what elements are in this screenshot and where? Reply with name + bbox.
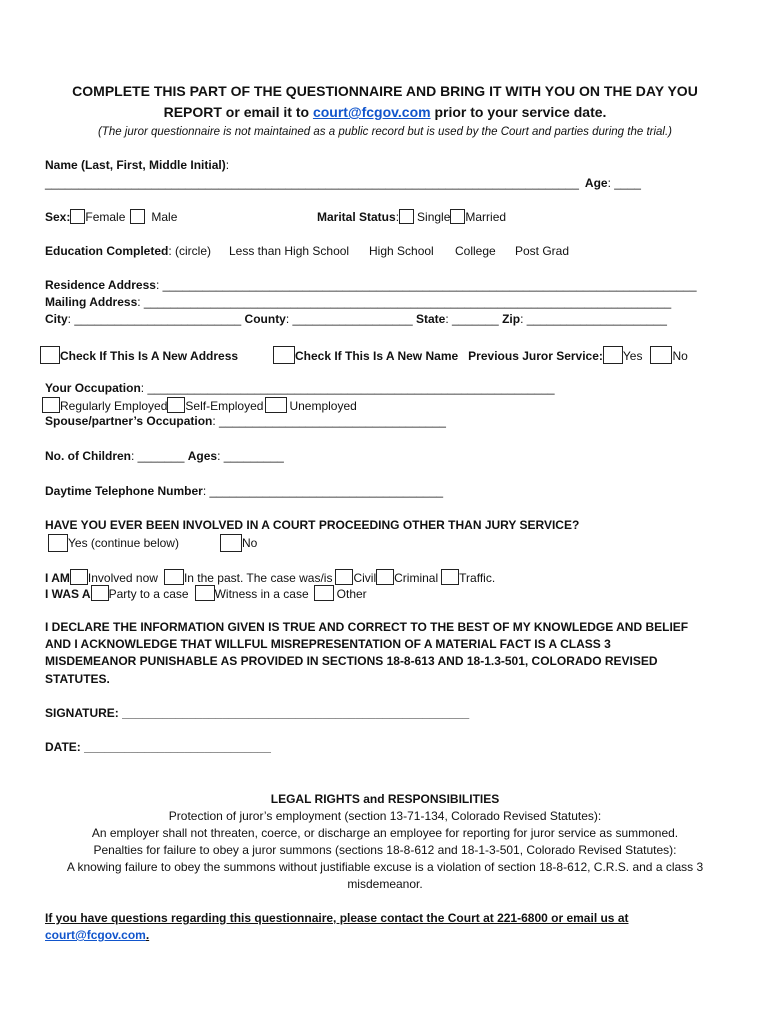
in-past-label: In the past. The case was/is <box>183 571 333 585</box>
i-was-a-label: I WAS A <box>45 587 91 601</box>
regularly-employed-checkbox[interactable] <box>42 397 60 413</box>
spouse-line[interactable]: : __________________________________ <box>212 414 446 428</box>
criminal-checkbox[interactable] <box>376 569 394 585</box>
female-label: Female <box>85 210 126 224</box>
ages-line[interactable]: : _________ <box>217 449 284 463</box>
previous-juror-no-checkbox[interactable] <box>650 346 672 364</box>
civil-checkbox[interactable] <box>335 569 353 585</box>
children-label: No. of Children <box>45 449 131 463</box>
footer-contact-text: If you have questions regarding this questionnaire, please contact the Court at 221-6800 or email us at <box>45 911 629 925</box>
self-employed-label: Self-Employed <box>185 399 264 413</box>
other-label: Other <box>336 587 367 601</box>
residence-line[interactable]: : ________________________________________________________________________________ <box>155 278 697 292</box>
traffic-label: Traffic. <box>459 571 496 585</box>
legal-title: LEGAL RIGHTS and RESPONSIBILITIES <box>270 792 500 806</box>
self-employed-checkbox[interactable] <box>167 397 185 413</box>
occupation-label: Your Occupation <box>45 381 141 395</box>
male-checkbox[interactable] <box>130 209 145 224</box>
court-no-row <box>220 534 257 552</box>
traffic-checkbox[interactable] <box>441 569 459 585</box>
unemployed-checkbox[interactable] <box>265 397 287 413</box>
single-label: Single <box>417 210 451 224</box>
name-label-row <box>45 158 229 172</box>
form-heading-line2 <box>0 104 770 120</box>
age-label: Age <box>584 176 608 190</box>
married-checkbox[interactable] <box>450 209 465 224</box>
mailing-label: Mailing Address <box>45 295 138 309</box>
date-line[interactable]: DATE: ____________________________ <box>45 740 271 754</box>
footer-email-link[interactable]: court@fcgov.com <box>45 928 146 942</box>
phone-line[interactable]: : ___________________________________ <box>202 484 444 498</box>
new-address-row <box>40 346 238 364</box>
legal-line: Penalties for failure to obey a juror summons (sections 18-8-612 and 18-1-3-501, Colorado Revised Statutes): <box>93 843 677 857</box>
legal-line: Protection of juror’s employment (section 13-71-134, Colorado Revised Statutes): <box>168 809 602 823</box>
single-checkbox[interactable] <box>399 209 414 224</box>
children-row <box>45 449 284 463</box>
education-option[interactable]: Post Grad <box>515 244 570 258</box>
marital-label: Marital Status <box>317 210 396 224</box>
state-line[interactable]: : _______ <box>445 312 499 326</box>
previous-juror-yes-label: Yes <box>622 349 643 363</box>
in-past-checkbox[interactable] <box>164 569 184 585</box>
residence-row <box>45 278 697 292</box>
residence-label: Residence Address <box>45 278 156 292</box>
unemployed-label: Unemployed <box>289 399 357 413</box>
age-line[interactable]: : ____ <box>607 176 641 190</box>
zip-label: Zip <box>502 312 521 326</box>
spouse-label: Spouse/partner’s Occupation <box>45 414 213 428</box>
education-circle-note: : (circle) <box>168 244 212 258</box>
court-question: HAVE YOU EVER BEEN INVOLVED IN A COURT PROCEEDING OTHER THAN JURY SERVICE? <box>45 518 580 532</box>
name-label: Name (Last, First, Middle Initial) <box>45 158 226 172</box>
involved-now-label: Involved now <box>87 571 158 585</box>
city-line[interactable]: : _________________________ <box>67 312 242 326</box>
previous-juror-yes-checkbox[interactable] <box>603 346 623 364</box>
sex-row: Sex: Female Male <box>45 210 178 224</box>
i-am-label: I AM <box>45 571 70 585</box>
legal-line: An employer shall not threaten, coerce, or discharge an employee for reporting for juror service as summoned. <box>91 826 679 840</box>
children-line[interactable]: : _______ <box>131 449 185 463</box>
occupation-line[interactable]: : _____________________________________________________________ <box>140 381 555 395</box>
heading-text-post: prior to your service date. <box>430 104 607 120</box>
mailing-line[interactable]: : _______________________________________________________________________________ <box>137 295 672 309</box>
phone-row <box>45 484 443 498</box>
zip-line[interactable]: : _____________________ <box>520 312 667 326</box>
witness-label: Witness in a case <box>214 587 309 601</box>
i-am-row <box>45 569 495 585</box>
employment-row <box>42 397 357 413</box>
education-option[interactable]: Less than High School <box>229 244 350 258</box>
ages-label: Ages <box>187 449 218 463</box>
new-address-label: Check If This Is A New Address <box>60 349 239 363</box>
declaration-line: AND I ACKNOWLEDGE THAT WILLFUL MISREPRESENTATION OF A MATERIAL FACT IS A CLASS 3 <box>45 637 611 651</box>
education-option[interactable]: College <box>455 244 496 258</box>
other-checkbox[interactable] <box>314 585 334 601</box>
court-yes-checkbox[interactable] <box>48 534 68 552</box>
phone-label: Daytime Telephone Number <box>45 484 203 498</box>
male-label: Male <box>151 210 178 224</box>
footer-period: . <box>145 928 150 942</box>
legal-line: A knowing failure to obey the summons without justifiable excuse is a violation of section 18-8-612, C.R.S. and a class 3 <box>66 860 704 874</box>
declaration-line: MISDEMEANOR PUNISHABLE AS PROVIDED IN SECTIONS 18-8-613 AND 18-1.3-501, COLORADO REVISED <box>45 654 658 668</box>
court-no-label: No <box>242 536 258 550</box>
header-email-link[interactable]: court@fcgov.com <box>312 104 431 120</box>
court-yes-no-row <box>48 534 179 552</box>
declaration-line: STATUTES. <box>45 672 110 686</box>
heading-text-pre: REPORT or email it to <box>163 104 313 120</box>
state-label: State <box>416 312 446 326</box>
signature-line[interactable]: SIGNATURE: ____________________________________________________ <box>45 706 470 720</box>
new-name-checkbox[interactable] <box>273 346 295 364</box>
new-name-row: Check If This Is A New Name Previous Juror Service: Yes No <box>273 346 688 364</box>
civil-label: Civil <box>353 571 377 585</box>
criminal-label: Criminal <box>394 571 439 585</box>
new-address-checkbox[interactable] <box>40 346 60 364</box>
declaration-line: I DECLARE THE INFORMATION GIVEN IS TRUE AND CORRECT TO THE BEST OF MY KNOWLEDGE AND BELIEF <box>45 620 689 634</box>
spouse-row <box>45 414 446 428</box>
i-was-a-row <box>45 585 367 601</box>
court-yes-label: Yes (continue below) <box>68 536 179 550</box>
new-name-label: Check If This Is A New Name <box>295 349 459 363</box>
city-label: City <box>45 312 68 326</box>
education-row <box>45 244 211 258</box>
name-field-row <box>45 176 641 190</box>
previous-juror-label: Previous Juror Service <box>468 349 599 363</box>
involved-now-checkbox[interactable] <box>70 569 88 585</box>
court-no-checkbox[interactable] <box>220 534 242 552</box>
city-row <box>45 312 667 326</box>
witness-checkbox[interactable] <box>195 585 215 601</box>
party-label: Party to a case <box>108 587 189 601</box>
sex-label: Sex <box>45 210 67 224</box>
mailing-row <box>45 295 671 309</box>
education-label: Education Completed <box>45 244 169 258</box>
form-heading-line1: COMPLETE THIS PART OF THE QUESTIONNAIRE AND BRING IT WITH YOU ON THE DAY YOU <box>72 83 698 99</box>
footer-email-row <box>45 928 149 942</box>
female-checkbox[interactable] <box>70 209 85 224</box>
party-checkbox[interactable] <box>91 585 109 601</box>
education-option[interactable]: High School <box>369 244 434 258</box>
regularly-employed-label: Regularly Employed <box>60 399 168 413</box>
legal-line: misdemeanor. <box>347 877 423 891</box>
name-line[interactable]: ________________________________________________________________________________ <box>45 176 579 190</box>
married-label: Married <box>465 210 507 224</box>
occupation-row <box>45 381 555 395</box>
name-colon: : <box>225 158 230 172</box>
marital-row: Marital Status: Single Married <box>317 210 507 224</box>
county-label: County <box>244 312 286 326</box>
privacy-note: (The juror questionnaire is not maintained as a public record but is used by the Court and parties during the trial.) <box>97 126 673 138</box>
county-line[interactable]: : __________________ <box>285 312 413 326</box>
previous-juror-no-label: No <box>672 349 688 363</box>
